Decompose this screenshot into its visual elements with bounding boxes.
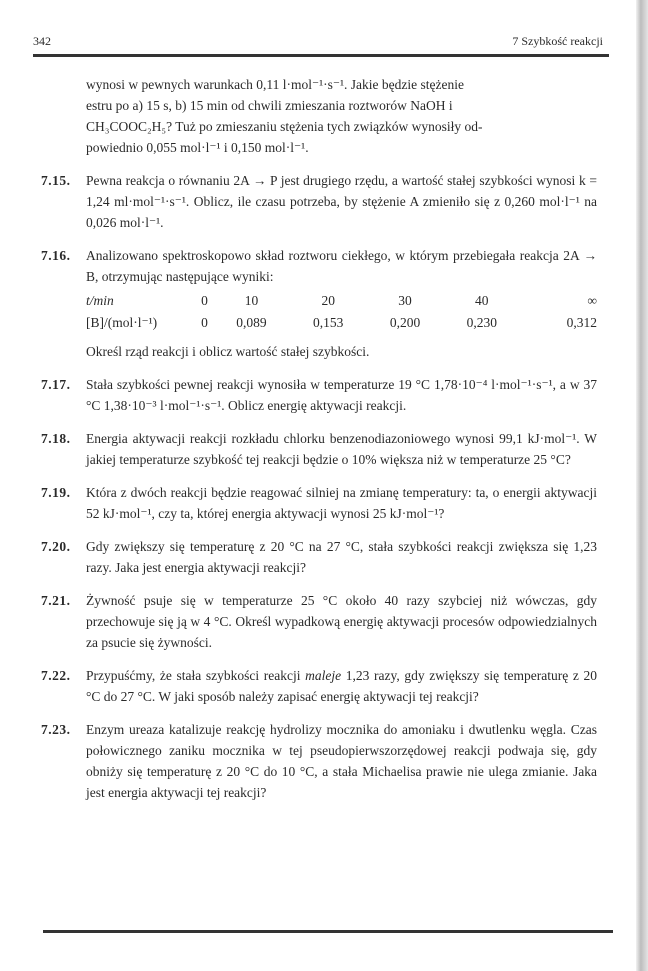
problem-number: 7.17.	[41, 377, 71, 392]
table-row-label: [B]/(mol·l⁻¹)	[86, 314, 158, 330]
table-cell: 0	[201, 292, 208, 308]
problem-7-20	[41, 536, 597, 578]
problem-text: Enzym ureaza katalizuje reakcję hydrolizy mocznika do amoniaku i dwutlenku węgla. Czas połowicznego zaniku mocznika w tej pseudopierwszorzędowej reakcji podwaja się, gdy obniży się temperaturę z 20 °C do 10 °C, a stała Michaelisa prawie nie ulega zmianie. Jaka jest energia aktywacji tej reakcji?	[86, 722, 597, 800]
problem-7-19	[41, 482, 597, 524]
problem-text: Energia aktywacji reakcji rozkładu chlorku benzenodiazoniowego wynosi 99,1 kJ·mol⁻¹. W jakiej temperaturze szybkość tej reakcji będzie o 10% większa niż w temperaturze 25 °C?	[86, 431, 597, 467]
problem-7-23	[41, 719, 597, 803]
table-cell: 30	[398, 292, 412, 308]
problem-text-part: Przypuśćmy, że stała szybkości reakcji	[86, 668, 306, 683]
page-header	[33, 34, 603, 52]
problem-number: 7.22.	[41, 668, 71, 683]
problem-7-22	[41, 665, 597, 707]
problem-number: 7.18.	[41, 431, 71, 446]
table-cell: 0,230	[466, 314, 497, 330]
problem-text: Która z dwóch reakcji będzie reagować silniej na zmianę temperatury: ta, o energii aktywacji 52 kJ·mol⁻¹, czy ta, której energia aktywacji wynosi 25 kJ·mol⁻¹?	[86, 485, 597, 521]
continued-problem-text	[86, 74, 597, 158]
problem-followup-text: Określ rząd reakcji i oblicz wartość stałej szybkości.	[86, 344, 370, 359]
problem-text: Pewna reakcja o równaniu 2A → P jest drugiego rzędu, a wartość stałej szybkości wynosi k = 1,24 ml·mol⁻¹·s⁻¹. Oblicz, ile czasu potrzeba, by stężenie A zmieniło się z 0,260 mol·l⁻¹ na 0,026 mol·l⁻¹.	[86, 173, 597, 230]
continued-line: CH₃COOC₂H₅? Tuż po zmieszaniu stężenia tych związków wynosiły od-	[86, 119, 483, 134]
header-rule	[33, 54, 609, 57]
problem-number: 7.23.	[41, 722, 71, 737]
table-cell: 0,200	[389, 314, 421, 330]
problem-7-17	[41, 374, 597, 416]
footer-rule	[43, 930, 613, 933]
table-cell: 0,312	[566, 314, 597, 330]
problem-7-15	[41, 170, 597, 233]
continued-line: wynosi w pewnych warunkach 0,11 l·mol⁻¹·s⁻¹. Jakie będzie stężenie	[86, 77, 464, 92]
table-row-label: t/min	[86, 292, 114, 308]
problem-7-21	[41, 590, 597, 653]
problem-number: 7.19.	[41, 485, 71, 500]
table-cell: ∞	[587, 292, 597, 308]
problem-number: 7.16.	[41, 248, 71, 263]
page-binding-edge	[636, 0, 648, 971]
page-content	[41, 74, 597, 803]
problem-text: Stała szybkości pewnej reakcji wynosiła w temperaturze 19 °C 1,78·10⁻⁴ l·mol⁻¹·s⁻¹, a w 37 °C 1,38·10⁻³ l·mol⁻¹·s⁻¹. Oblicz energię aktywacji reakcji.	[86, 377, 597, 413]
kinetics-data-table	[86, 289, 597, 333]
problem-7-18	[41, 428, 597, 470]
problem-text: Analizowano spektroskopowo skład roztworu ciekłego, w którym przebiegała reakcja 2A → B, otrzymując następujące wyniki:	[86, 248, 597, 284]
table-row	[86, 311, 597, 333]
problem-text	[86, 665, 597, 707]
table-cell: 0	[201, 314, 208, 330]
continued-line: estru po a) 15 s, b) 15 min od chwili zmieszania roztworów NaOH i	[86, 98, 453, 113]
table-row	[86, 289, 597, 311]
problem-text: Żywność psuje się w temperaturze 25 °C około 40 razy szybciej niż wówczas, gdy przechowuje się ją w 4 °C. Określ wypadkową energię aktywacji procesów odpowiedzialnych za psucie się żywności.	[86, 593, 597, 650]
table-cell: 20	[321, 292, 335, 308]
emphasized-word: maleje	[305, 668, 342, 683]
problem-number: 7.20.	[41, 539, 71, 554]
table-cell: 0,153	[313, 314, 344, 330]
problem-text-part: 1,23 razy, gdy zwiększy się temperaturę z 20 °C do 27 °C. W jaki sposób należy zapisać energię aktywacji tej reakcji?	[86, 668, 597, 704]
continued-line: powiednio 0,055 mol·l⁻¹ i 0,150 mol·l⁻¹.	[86, 140, 309, 155]
table-cell: 10	[244, 292, 259, 308]
problem-text: Gdy zwiększy się temperaturę z 20 °C na 27 °C, stała szybkości reakcji zwiększa się 1,23 razy. Jaka jest energia aktywacji reakcji?	[86, 539, 597, 575]
page-number: 342	[33, 34, 51, 48]
problem-number: 7.21.	[41, 593, 71, 608]
problem-7-16	[41, 245, 597, 362]
table-cell: 40	[475, 292, 489, 308]
problem-number: 7.15.	[41, 173, 71, 188]
table-cell: 0,089	[236, 314, 267, 330]
chapter-title: 7 Szybkość reakcji	[512, 34, 603, 48]
